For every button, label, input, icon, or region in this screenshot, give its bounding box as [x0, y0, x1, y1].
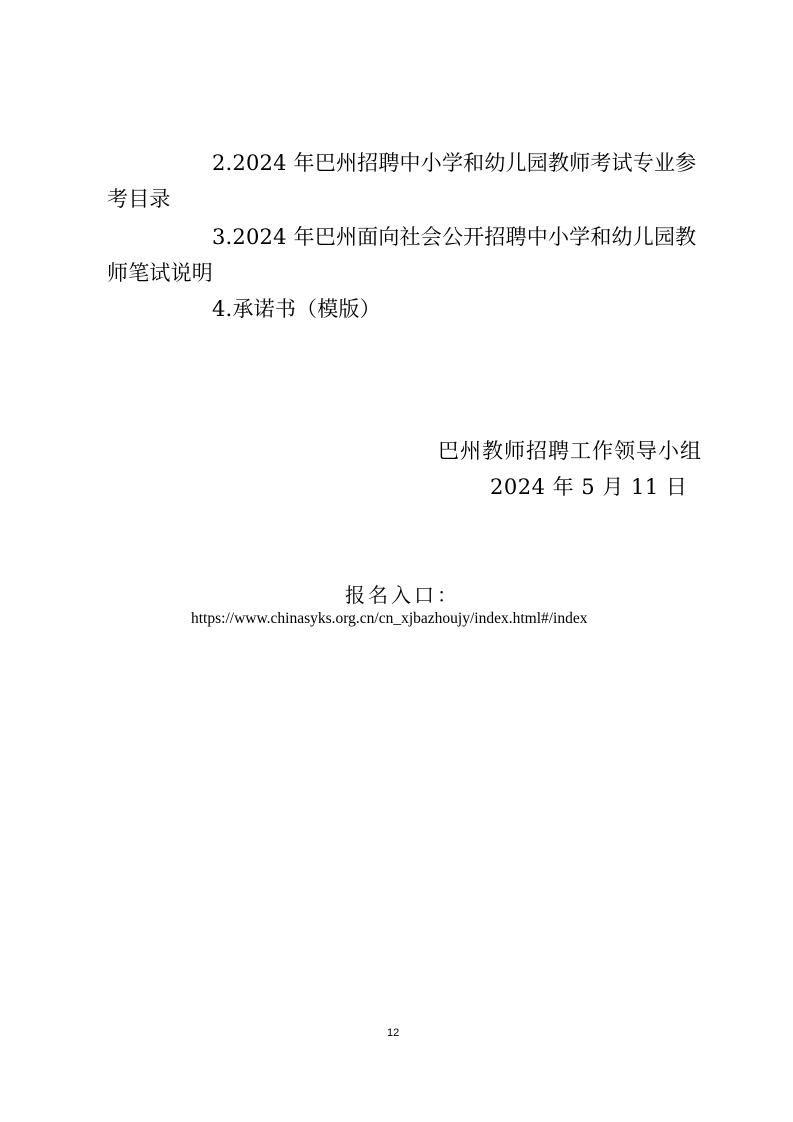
attachment-item-3-line-1: 3.2024 年巴州面向社会公开招聘中小学和幼儿园教 [212, 225, 697, 249]
signup-label: 报名入口： [345, 583, 460, 607]
page-number: 12 [387, 1027, 400, 1039]
attachment-item-4: 4.承诺书（模版） [212, 297, 381, 321]
attachment-item-2-line-1: 2.2024 年巴州招聘中小学和幼儿园教师考试专业参 [212, 151, 697, 175]
attachment-item-2-line-2: 考目录 [107, 187, 171, 211]
signature-organization: 巴州教师招聘工作领导小组 [438, 439, 702, 463]
signature-date: 2024 年 5 月 11 日 [490, 475, 688, 499]
attachment-item-3-line-2: 师笔试说明 [107, 261, 213, 285]
signup-url-link[interactable]: https://www.chinasyks.org.cn/cn_xjbazhoujy/index.html#/index [191, 610, 588, 627]
